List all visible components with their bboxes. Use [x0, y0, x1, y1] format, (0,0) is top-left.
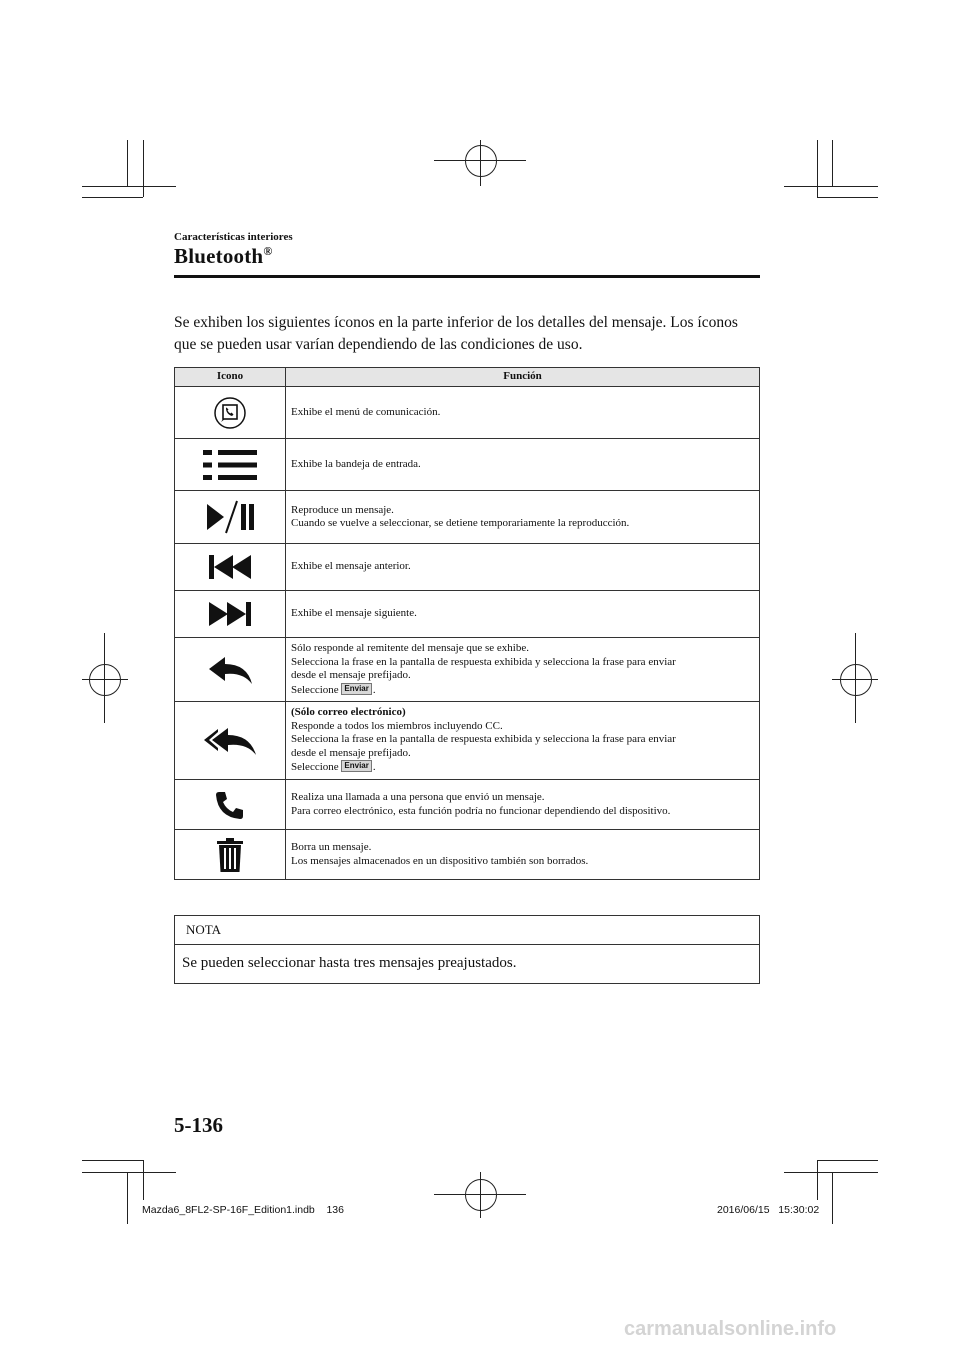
table-row — [175, 491, 760, 544]
reply-all-icon — [201, 724, 259, 758]
function-text: desde el mensaje prefijado. — [291, 746, 411, 759]
function-cell — [286, 387, 760, 439]
play-pause-icon — [204, 499, 256, 535]
crop-mark — [82, 186, 176, 187]
crop-mark — [82, 1160, 143, 1161]
column-header-icon: Icono — [175, 368, 286, 387]
intro-paragraph: Se exhiben los siguientes íconos en la parte inferior de los detalles del mensaje. Los íconos que se pueden usar varían dependiendo de las condiciones de uso. — [174, 314, 738, 353]
reply-icon — [205, 653, 255, 687]
next-message-icon — [207, 599, 253, 629]
trash-icon — [216, 837, 244, 873]
crop-mark — [127, 140, 128, 186]
function-text: desde el mensaje prefijado. — [291, 669, 411, 681]
function-text: Cuando se vuelve a seleccionar, se detiene temporariamente la reproducción. — [291, 517, 630, 529]
function-text: Reproduce un mensaje. — [291, 503, 394, 516]
crop-mark — [82, 1172, 176, 1173]
communication-menu-icon — [213, 396, 247, 430]
page-title — [174, 244, 272, 269]
crop-mark — [817, 1160, 878, 1161]
page-number: 5-136 — [174, 1113, 223, 1137]
function-text: Realiza una llamada a una persona que envió un mensaje. — [291, 791, 545, 803]
icon-cell — [175, 830, 286, 880]
phone-call-icon — [214, 789, 246, 821]
inbox-list-icon — [201, 447, 259, 483]
send-button[interactable]: Enviar — [341, 683, 371, 695]
icon-cell — [175, 387, 286, 439]
table-row — [175, 439, 760, 491]
function-text: Exhibe el menú de comunicación. — [291, 405, 441, 418]
table-row — [175, 702, 760, 780]
send-button[interactable]: Enviar — [341, 760, 371, 772]
select-instruction — [291, 760, 759, 775]
title-registered-mark: ® — [263, 244, 273, 258]
icon-cell — [175, 780, 286, 830]
function-text: Exhibe la bandeja de entrada. — [291, 457, 421, 470]
function-text: Los mensajes almacenados en un dispositivo también son borrados. — [291, 854, 589, 867]
note-title: NOTA — [186, 922, 222, 937]
function-text: Para correo electrónico, esta función podría no funcionar dependiendo del dispositivo. — [291, 804, 671, 817]
function-cell — [286, 780, 760, 830]
select-instruction — [291, 683, 759, 698]
title-rule — [174, 275, 760, 278]
select-suffix: . — [372, 761, 376, 774]
function-cell — [286, 591, 760, 638]
registration-circle — [840, 664, 872, 696]
table-row — [175, 591, 760, 638]
function-text: Exhibe el mensaje anterior. — [291, 560, 411, 573]
watermark: carmanualsonline.info — [624, 1318, 837, 1340]
table-row — [175, 830, 760, 880]
footer-timestamp: 2016/06/15 15:30:02 — [717, 1204, 820, 1216]
crop-mark — [784, 186, 878, 187]
table-row — [175, 638, 760, 702]
section-label: Características interiores — [174, 231, 293, 243]
select-prefix: Seleccione — [291, 761, 339, 774]
function-cell — [286, 702, 760, 780]
registration-circle — [465, 145, 497, 177]
function-cell — [286, 544, 760, 591]
select-suffix: . — [372, 683, 376, 696]
function-text: Exhibe el mensaje siguiente. — [291, 607, 417, 620]
icon-cell — [175, 638, 286, 702]
icon-cell — [175, 702, 286, 780]
icon-cell — [175, 591, 286, 638]
function-text: Selecciona la frase en la pantalla de respuesta exhibida y selecciona la frase para enviar — [291, 655, 676, 668]
crop-mark — [817, 140, 818, 197]
note-text: Se pueden seleccionar hasta tres mensajes preajustados. — [182, 955, 517, 971]
crop-mark — [143, 1160, 144, 1200]
crop-mark — [832, 140, 833, 186]
icon-cell — [175, 544, 286, 591]
crop-mark — [817, 1160, 818, 1200]
crop-mark — [127, 1172, 128, 1224]
title-text: Bluetooth — [174, 244, 264, 268]
function-text: Responde a todos los miembros incluyendo CC. — [291, 719, 503, 732]
crop-mark — [832, 1172, 833, 1224]
function-cell — [286, 491, 760, 544]
crop-mark — [817, 197, 878, 198]
table-row — [175, 780, 760, 830]
registration-circle — [89, 664, 121, 696]
icon-cell — [175, 439, 286, 491]
crop-mark — [82, 197, 143, 198]
function-text: Sólo responde al remitente del mensaje que se exhibe. — [291, 642, 529, 654]
function-cell — [286, 638, 760, 702]
footer-file: Mazda6_8FL2-SP-16F_Edition1.indb 136 — [142, 1204, 344, 1216]
column-header-function: Función — [286, 368, 760, 387]
icon-function-table — [174, 367, 760, 880]
table-row — [175, 544, 760, 591]
icon-cell — [175, 491, 286, 544]
note-header — [175, 916, 759, 945]
crop-mark — [143, 140, 144, 197]
note-box — [174, 915, 760, 984]
function-text: Borra un mensaje. — [291, 841, 372, 853]
function-cell — [286, 439, 760, 491]
previous-message-icon — [207, 552, 253, 582]
table-row — [175, 387, 760, 439]
function-text: Selecciona la frase en la pantalla de respuesta exhibida y selecciona la frase para enviar — [291, 733, 676, 746]
function-qualifier: (Sólo correo electrónico) — [291, 706, 406, 719]
crop-mark — [784, 1172, 878, 1173]
registration-circle — [465, 1179, 497, 1211]
function-cell — [286, 830, 760, 880]
select-prefix: Seleccione — [291, 683, 339, 696]
table-header-row — [175, 368, 760, 387]
